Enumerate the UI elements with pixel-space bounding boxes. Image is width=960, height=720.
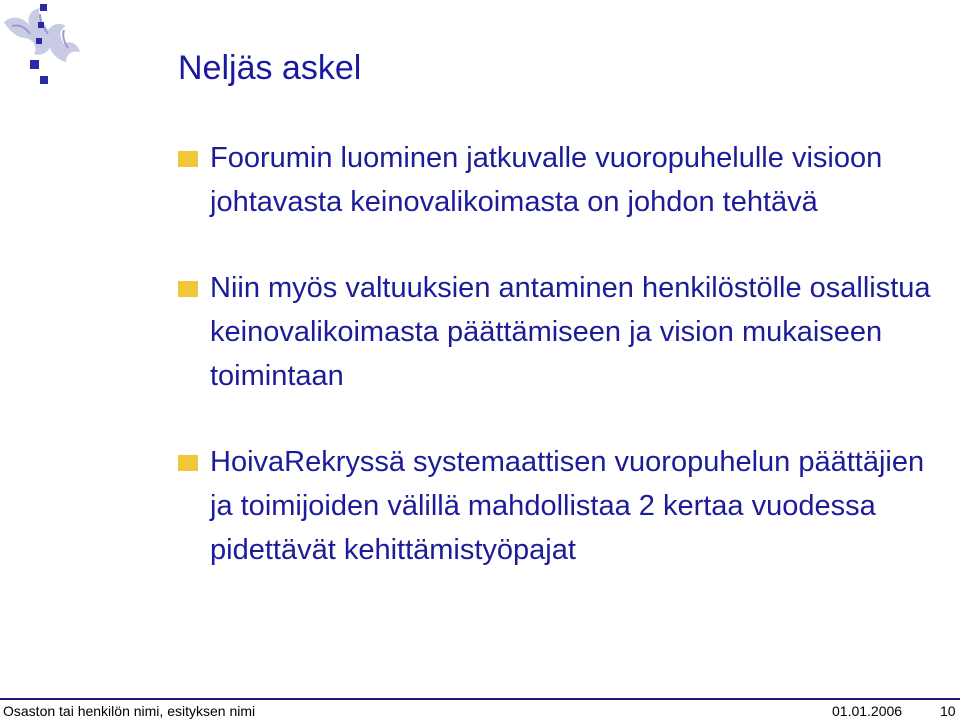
bullet-item-forum [178, 136, 948, 224]
footer-divider [0, 698, 960, 700]
bullet-list [178, 136, 948, 572]
university-logo-icon [0, 0, 86, 86]
bullet-text: Niin myös valtuuksien antaminen henkilöstölle osallistua keinovalikoimasta päättämiseen ja vision mukaiseen toimintaan [210, 272, 931, 392]
square-bullet-icon [178, 281, 198, 297]
footer-presentation-name: Osaston tai henkilön nimi, esityksen nimi [3, 703, 256, 719]
bullet-text: Foorumin luominen jatkuvalle vuoropuhelulle visioon johtavasta keinovalikoimasta on johdon tehtävä [210, 142, 883, 218]
square-bullet-icon [178, 151, 198, 167]
bullet-text: HoivaRekryssä systemaattisen vuoropuhelun päättäjien ja toimijoiden välillä mahdollistaa 2 kertaa vuodessa pidettävät kehittämistyöpajat [210, 446, 925, 566]
footer-page-number: 10 [940, 703, 956, 719]
bullet-item-empowerment [178, 266, 948, 398]
bullet-item-workshops [178, 440, 948, 572]
footer-date: 01.01.2006 [832, 703, 903, 719]
square-bullet-icon [178, 455, 198, 471]
slide-footer [0, 702, 960, 720]
slide-title: Neljäs askel [178, 49, 362, 87]
